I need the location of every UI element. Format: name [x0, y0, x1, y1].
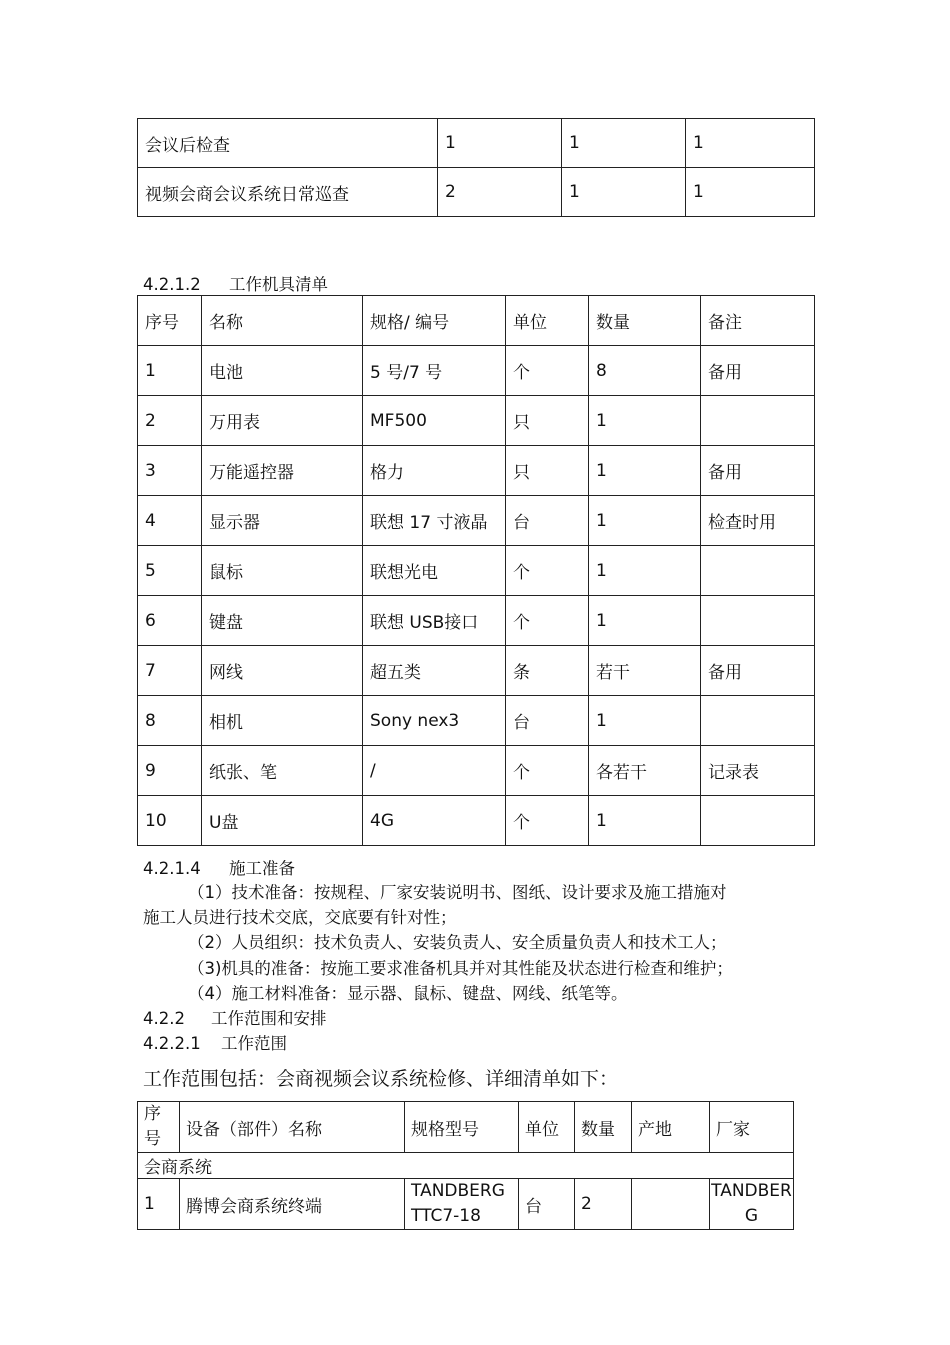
table-cell: 1 [589, 796, 701, 846]
table-cell: 8 [589, 346, 701, 396]
table-cell: 3 [138, 446, 202, 496]
column-header: 规格/ 编号 [363, 296, 506, 346]
column-header: 单位 [519, 1102, 575, 1153]
table-cell: 5 [138, 546, 202, 596]
table-cell [632, 1179, 710, 1230]
table-cell: 只 [506, 396, 589, 446]
section-number: 4.2.2 [143, 1009, 185, 1028]
table-cell: 1 [589, 696, 701, 746]
table-cell: 1 [138, 1179, 180, 1230]
table-cell: 个 [506, 596, 589, 646]
column-header: 规格型号 [405, 1102, 519, 1153]
table-row [138, 346, 815, 396]
section-title: 工作范围和安排 [211, 1009, 327, 1028]
table-cell: 万能遥控器 [202, 446, 363, 496]
table-cell: 联想光电 [363, 546, 506, 596]
table-row [138, 1179, 794, 1230]
table-cell: 网线 [202, 646, 363, 696]
table-row [138, 396, 815, 446]
prep-paragraph-2: （2）人员组织：技术负责人、安装负责人、安全质量负责人和技术工人； [188, 933, 727, 952]
table-cell: TANDBERG TTC7-18 [405, 1179, 519, 1230]
table-cell: 检查时用 [701, 496, 815, 546]
table-cell: 格力 [363, 446, 506, 496]
table-cell: 4 [138, 496, 202, 546]
table-cell: 台 [506, 496, 589, 546]
table-cell [701, 596, 815, 646]
section-number: 4.2.1.2 [143, 275, 201, 294]
table-cell [701, 546, 815, 596]
table-row [138, 796, 815, 846]
table-cell: 联想 17 寸液晶 [363, 496, 506, 546]
table-cell: TANDBERG [710, 1179, 794, 1230]
table-cell: 超五类 [363, 646, 506, 696]
table-cell: 1 [589, 396, 701, 446]
tools-table [137, 295, 815, 846]
section-title: 工作范围 [221, 1034, 287, 1053]
table-cell: 10 [138, 796, 202, 846]
table-cell [701, 696, 815, 746]
table-cell: 个 [506, 796, 589, 846]
column-header: 序号 [138, 296, 202, 346]
table-row [138, 446, 815, 496]
table-cell: 4G [363, 796, 506, 846]
table-cell: 纸张、笔 [202, 746, 363, 796]
prep-paragraph-3: （3)机具的准备：按施工要求准备机具并对其性能及状态进行检查和维护； [188, 959, 733, 978]
table-cell: 5 号/7 号 [363, 346, 506, 396]
table-cell [701, 396, 815, 446]
table-cell: 2 [438, 168, 562, 217]
table-row [138, 168, 815, 217]
table-cell: 电池 [202, 346, 363, 396]
prep-paragraph-1-cont: 施工人员进行技术交底，交底要有针对性； [143, 908, 457, 927]
column-header: 单位 [506, 296, 589, 346]
table-cell: 台 [519, 1179, 575, 1230]
tools-table-body [138, 296, 815, 846]
table-cell: 2 [575, 1179, 632, 1230]
section-number: 4.2.1.4 [143, 859, 201, 878]
column-header: 名称 [202, 296, 363, 346]
table-cell: 2 [138, 396, 202, 446]
table-cell: 记录表 [701, 746, 815, 796]
table-cell: Sony nex3 [363, 696, 506, 746]
prep-paragraph-4: （4）施工材料准备：显示器、鼠标、键盘、网线、纸笔等。 [188, 984, 628, 1003]
table-cell: 备用 [701, 346, 815, 396]
section-heading-422 [143, 1005, 327, 1029]
table-cell: 1 [686, 168, 815, 217]
table-cell: 备用 [701, 646, 815, 696]
table-cell: 视频会商会议系统日常巡查 [138, 168, 438, 217]
table-cell: 1 [686, 119, 815, 168]
table-cell: 显示器 [202, 496, 363, 546]
section-number: 4.2.2.1 [143, 1034, 201, 1053]
table-cell: 个 [506, 546, 589, 596]
table-row [138, 496, 815, 546]
table-cell: 1 [589, 546, 701, 596]
section-heading-4214 [143, 855, 295, 879]
equipment-table [137, 1101, 794, 1230]
column-header: 数量 [589, 296, 701, 346]
section-heading-4221 [143, 1030, 287, 1054]
table-cell: 1 [589, 446, 701, 496]
table-cell: 9 [138, 746, 202, 796]
table-cell: 台 [506, 696, 589, 746]
table-cell: 相机 [202, 696, 363, 746]
table-cell: 条 [506, 646, 589, 696]
table-cell: 6 [138, 596, 202, 646]
inspection-table [137, 118, 815, 217]
table-cell: U盘 [202, 796, 363, 846]
table-cell: 万用表 [202, 396, 363, 446]
table-cell: 8 [138, 696, 202, 746]
table-cell: 各若干 [589, 746, 701, 796]
section-heading-4212 [143, 271, 328, 295]
column-header: 备注 [701, 296, 815, 346]
table-cell: 腾博会商系统终端 [180, 1179, 405, 1230]
table-cell: 1 [589, 596, 701, 646]
column-header: 厂家 [710, 1102, 794, 1153]
section-row [138, 1153, 794, 1179]
table-cell [701, 796, 815, 846]
table-cell: MF500 [363, 396, 506, 446]
table-header-row [138, 296, 815, 346]
table-row [138, 546, 815, 596]
table-cell: 只 [506, 446, 589, 496]
table-row [138, 596, 815, 646]
table-cell: 1 [589, 496, 701, 546]
table-cell: 若干 [589, 646, 701, 696]
section-title: 施工准备 [229, 859, 295, 878]
table-cell: 7 [138, 646, 202, 696]
table-cell: / [363, 746, 506, 796]
table-row [138, 746, 815, 796]
table-row [138, 696, 815, 746]
section-title: 工作机具清单 [229, 275, 328, 294]
table-header-row [138, 1102, 794, 1153]
table-cell: 会议后检查 [138, 119, 438, 168]
table-cell: 键盘 [202, 596, 363, 646]
table-cell: 1 [562, 168, 686, 217]
section-label: 会商系统 [138, 1153, 794, 1179]
column-header: 设备（部件）名称 [180, 1102, 405, 1153]
table-cell: 1 [562, 119, 686, 168]
table-row [138, 119, 815, 168]
column-header: 数量 [575, 1102, 632, 1153]
table-cell: 个 [506, 346, 589, 396]
table-cell: 鼠标 [202, 546, 363, 596]
table-cell: 备用 [701, 446, 815, 496]
prep-paragraph-1: （1）技术准备：按规程、厂家安装说明书、图纸、设计要求及施工措施对 [188, 883, 727, 902]
table-cell: 个 [506, 746, 589, 796]
table-cell: 联想 USB接口 [363, 596, 506, 646]
table-cell: 1 [138, 346, 202, 396]
column-header: 序号 [138, 1102, 180, 1153]
column-header: 产地 [632, 1102, 710, 1153]
scope-intro: 工作范围包括：会商视频会议系统检修、详细清单如下： [143, 1068, 619, 1090]
table-cell: 1 [438, 119, 562, 168]
table-row [138, 646, 815, 696]
